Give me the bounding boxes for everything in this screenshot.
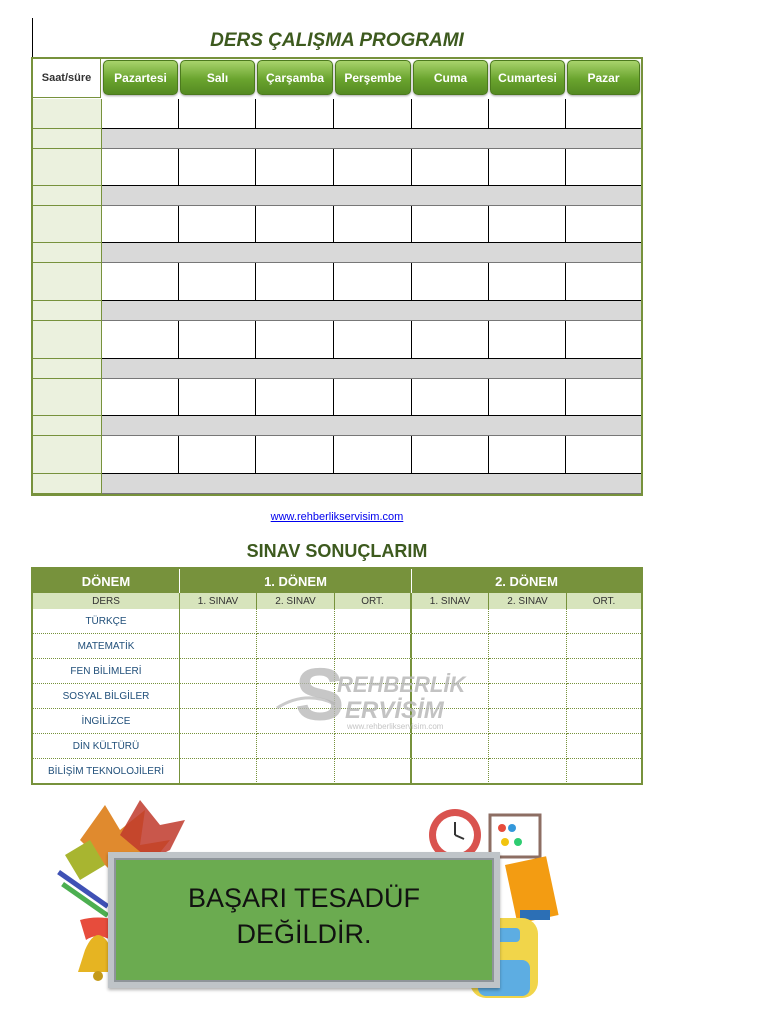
schedule-cell[interactable] [412, 379, 489, 416]
time-cell[interactable] [33, 206, 102, 243]
watermark-line2: ERVİSİM [345, 697, 444, 724]
score-cell[interactable] [567, 684, 641, 709]
schedule-cell[interactable] [489, 436, 566, 474]
motto-line-2: DEĞİLDİR. [236, 919, 372, 949]
day-header-2: Çarşamba [257, 60, 333, 95]
subject-header: DERS [33, 593, 180, 609]
abacus-icon [490, 815, 540, 857]
schedule-cell[interactable] [412, 263, 489, 301]
score-cell[interactable] [257, 734, 335, 759]
schedule-cell[interactable] [179, 263, 256, 301]
schedule-cell[interactable] [412, 149, 489, 186]
schedule-cell[interactable] [102, 436, 179, 474]
schedule-cell[interactable] [334, 436, 412, 474]
score-cell[interactable] [567, 609, 641, 634]
time-cell[interactable] [33, 186, 102, 206]
score-cell[interactable] [412, 609, 489, 634]
score-cell[interactable] [489, 634, 567, 659]
schedule-cell[interactable] [334, 321, 412, 359]
day-header-5: Cumartesi [490, 60, 565, 95]
break-row [102, 474, 641, 494]
schedule-cell[interactable] [412, 321, 489, 359]
term-2-header: 2. DÖNEM [412, 569, 641, 593]
schedule-cell[interactable] [489, 379, 566, 416]
term1-exam2-header: 2. SINAV [257, 593, 335, 609]
period-header: DÖNEM [33, 569, 180, 593]
time-cell[interactable] [33, 149, 102, 186]
score-cell[interactable] [180, 634, 257, 659]
schedule-cell[interactable] [412, 436, 489, 474]
schedule-cell[interactable] [334, 379, 412, 416]
schedule-cell[interactable] [566, 379, 641, 416]
time-cell[interactable] [33, 436, 102, 474]
time-cell[interactable] [33, 129, 102, 149]
score-cell[interactable] [180, 609, 257, 634]
score-cell[interactable] [180, 759, 257, 784]
schedule-cell[interactable] [566, 321, 641, 359]
score-cell[interactable] [412, 734, 489, 759]
schedule-cell[interactable] [256, 263, 334, 301]
watermark-initial: S [295, 660, 345, 735]
score-cell[interactable] [567, 659, 641, 684]
schedule-cell[interactable] [334, 149, 412, 186]
score-cell[interactable] [489, 709, 567, 734]
term2-average-header: ORT. [567, 593, 641, 609]
schedule-cell[interactable] [412, 99, 489, 129]
schedule-cell[interactable] [566, 436, 641, 474]
schedule-cell[interactable] [489, 263, 566, 301]
score-cell[interactable] [335, 609, 412, 634]
watermark-url: www.rehberlikservisim.com [347, 722, 444, 731]
schedule-cell[interactable] [256, 99, 334, 129]
day-header-1: Salı [180, 60, 255, 95]
schedule-cell[interactable] [102, 321, 179, 359]
schedule-cell[interactable] [489, 321, 566, 359]
score-cell[interactable] [567, 734, 641, 759]
score-cell[interactable] [489, 609, 567, 634]
time-cell[interactable] [33, 243, 102, 263]
term1-average-header: ORT. [335, 593, 412, 609]
term2-exam1-header: 1. SINAV [412, 593, 489, 609]
schedule-cell[interactable] [256, 379, 334, 416]
day-header-0: Pazartesi [103, 60, 178, 95]
schedule-cell[interactable] [566, 149, 641, 186]
time-cell[interactable] [33, 474, 102, 494]
break-row [102, 243, 641, 263]
score-cell[interactable] [180, 659, 257, 684]
schedule-cell[interactable] [566, 206, 641, 243]
schedule-cell[interactable] [256, 206, 334, 243]
schedule-cell[interactable] [179, 321, 256, 359]
schedule-cell[interactable] [179, 99, 256, 129]
subject-label: DİN KÜLTÜRÜ [33, 734, 180, 759]
score-cell[interactable] [257, 759, 335, 784]
study-schedule-table [31, 57, 643, 496]
schedule-cell[interactable] [566, 263, 641, 301]
time-cell[interactable] [33, 263, 102, 301]
day-header-6: Pazar [567, 60, 640, 95]
break-row [102, 359, 641, 379]
website-link[interactable]: www.rehberlikservisim.com [270, 511, 404, 523]
break-row [102, 129, 641, 149]
time-cell[interactable] [33, 301, 102, 321]
schedule-cell[interactable] [102, 99, 179, 129]
schedule-cell[interactable] [102, 149, 179, 186]
score-cell[interactable] [489, 659, 567, 684]
score-cell[interactable] [257, 634, 335, 659]
schedule-cell[interactable] [334, 206, 412, 243]
motto-text [108, 880, 500, 952]
schedule-cell[interactable] [566, 99, 641, 129]
score-cell[interactable] [335, 734, 412, 759]
schedule-cell[interactable] [334, 263, 412, 301]
schedule-cell[interactable] [256, 321, 334, 359]
term-1-header: 1. DÖNEM [180, 569, 412, 593]
day-header-3: Perşembe [335, 60, 411, 95]
score-cell[interactable] [257, 609, 335, 634]
score-cell[interactable] [489, 734, 567, 759]
day-header-4: Cuma [413, 60, 488, 95]
score-cell[interactable] [489, 684, 567, 709]
schedule-title: DERS ÇALIŞMA PROGRAMI [210, 30, 464, 51]
subject-label: SOSYAL BİLGİLER [33, 684, 180, 709]
break-row [102, 186, 641, 206]
schedule-cell[interactable] [489, 149, 566, 186]
schedule-cell[interactable] [489, 99, 566, 129]
term1-exam1-header: 1. SINAV [180, 593, 257, 609]
time-cell[interactable] [33, 416, 102, 436]
time-duration-header: Saat/süre [33, 59, 101, 98]
score-cell[interactable] [335, 759, 412, 784]
schedule-cell[interactable] [102, 263, 179, 301]
score-cell[interactable] [412, 759, 489, 784]
score-cell[interactable] [567, 759, 641, 784]
schedule-cell[interactable] [102, 206, 179, 243]
score-cell[interactable] [489, 759, 567, 784]
motto-line-1: BAŞARI TESADÜF [187, 883, 421, 913]
time-cell[interactable] [33, 321, 102, 359]
term2-exam2-header: 2. SINAV [489, 593, 567, 609]
time-cell[interactable] [33, 379, 102, 416]
schedule-cell[interactable] [256, 436, 334, 474]
schedule-cell[interactable] [179, 436, 256, 474]
schedule-cell[interactable] [256, 149, 334, 186]
time-cell[interactable] [33, 359, 102, 379]
subject-label: FEN BİLİMLERİ [33, 659, 180, 684]
rehberlik-servisim-watermark [275, 660, 475, 735]
subject-label: TÜRKÇE [33, 609, 180, 634]
score-cell[interactable] [412, 634, 489, 659]
score-cell[interactable] [567, 634, 641, 659]
schedule-cell[interactable] [179, 379, 256, 416]
time-cell[interactable] [33, 99, 102, 129]
break-row [102, 416, 641, 436]
score-cell[interactable] [567, 709, 641, 734]
schedule-cell[interactable] [102, 379, 179, 416]
score-cell[interactable] [335, 634, 412, 659]
score-cell[interactable] [180, 734, 257, 759]
schedule-cell[interactable] [179, 206, 256, 243]
subject-label: BİLİŞİM TEKNOLOJİLERİ [33, 759, 180, 784]
score-cell[interactable] [180, 684, 257, 709]
break-row [102, 301, 641, 321]
schedule-cell[interactable] [334, 99, 412, 129]
subject-label: MATEMATİK [33, 634, 180, 659]
score-cell[interactable] [180, 709, 257, 734]
exam-results-title: SINAV SONUÇLARIM [246, 541, 428, 561]
schedule-cell[interactable] [179, 149, 256, 186]
schedule-cell[interactable] [489, 206, 566, 243]
watermark-line1: REHBERLİK [337, 672, 466, 697]
schedule-cell[interactable] [412, 206, 489, 243]
subject-label: İNGİLİZCE [33, 709, 180, 734]
